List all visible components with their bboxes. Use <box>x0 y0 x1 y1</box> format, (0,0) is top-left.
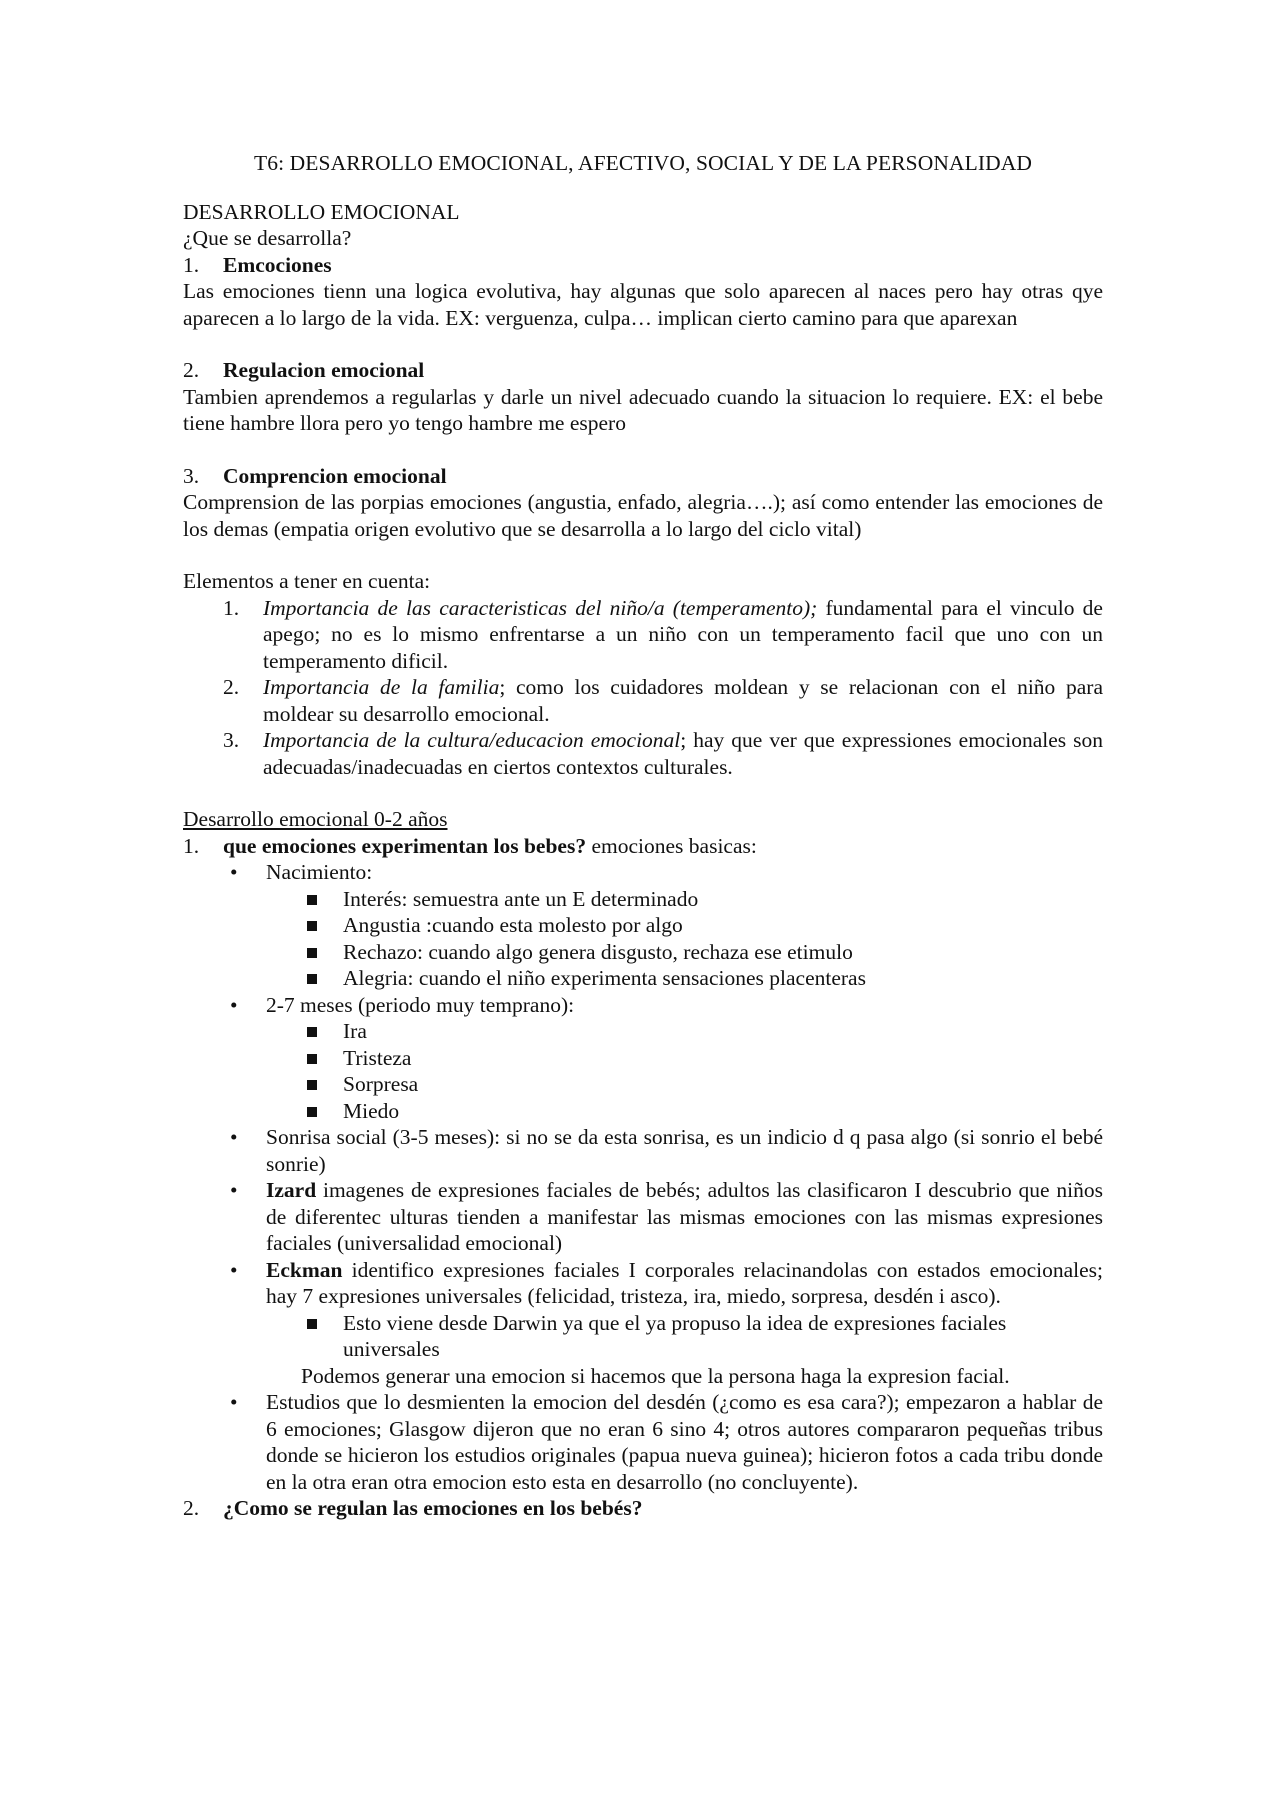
square-bullet-icon <box>307 1107 317 1117</box>
note-podemos: Podemos generar una emocion si hacemos que la persona haga la expresion facial. <box>301 1363 1010 1388</box>
square-bullet-icon <box>307 974 317 984</box>
list-item: Angustia :cuando esta molesto por algo <box>183 912 1103 939</box>
square-bullet-icon <box>307 1027 317 1037</box>
section2-heading: Desarrollo emocional 0-2 años <box>183 807 448 831</box>
bullet-icon: • <box>230 1178 238 1202</box>
bullet-icon: • <box>230 1257 238 1282</box>
bullet-nacimiento: • Nacimiento: <box>230 860 373 884</box>
item-text-comprension: Comprension de las porpias emociones (angustia, enfado, alegria….); así como entender las emociones de los demas (empatia origen evolutivo que se desarrolla a lo largo del ciclo vital) <box>183 490 1103 541</box>
question-2: 2. ¿Como se regulan las emociones en los bebés? <box>183 1496 643 1520</box>
square-bullet-icon <box>307 948 317 958</box>
square-bullet-icon <box>307 1319 317 1329</box>
bullet-icon: • <box>230 1390 238 1414</box>
square-bullet-icon <box>307 895 317 905</box>
elements-heading: Elementos a tener en cuenta: <box>183 569 431 593</box>
section-heading: DESARROLLO EMOCIONAL <box>183 199 460 224</box>
question-1: 1. que emociones experimentan los bebes? emociones basicas: <box>183 833 757 858</box>
section-question: ¿Que se desarrolla? <box>183 226 352 250</box>
item-text-regulacion: Tambien aprendemos a regularlas y darle un nivel adecuado cuando la situacion lo requiere. EX: el bebe tiene hambre llora pero yo tengo hambre me espero <box>183 384 1103 435</box>
document-page <box>183 150 1103 1522</box>
list-item: 1. Importancia de las caracteristicas del niño/a (temperamento); fundamental para el vinculo de apego; no es lo mismo enfrentarse a un niño con un temperamento facil que uno con un temperamento dificil. <box>223 595 1103 673</box>
list-item: Rechazo: cuando algo genera disgusto, rechaza ese etimulo <box>183 939 1103 966</box>
item-text-emociones: Las emociones tienn una logica evolutiva, hay algunas que solo aparecen al naces pero hay otras qye aparecen a lo largo de la vida. EX: verguenza, culpa… implican cierto camino para que aparexan <box>183 279 1103 330</box>
list-item: Tristeza <box>183 1045 1103 1072</box>
list-item: Alegria: cuando el niño experimenta sensaciones placenteras <box>183 965 1103 992</box>
bullet-izard: • Izard imagenes de expresiones faciales de bebés; adultos las clasificaron I descubrio que niños de diferentec ulturas tienden a manifestar las mismas emociones con las mismas expresiones faciales (universalidad emocional) <box>230 1178 1103 1255</box>
item-heading-comprension: 3. Comprencion emocional <box>183 463 447 488</box>
list-item: 2. Importancia de la familia; como los cuidadores moldean y se relacionan con el niño para moldear su desarrollo emocional. <box>223 675 1103 726</box>
list-item: Ira <box>183 1018 1103 1045</box>
bullet-icon: • <box>230 860 238 884</box>
square-bullet-icon <box>307 921 317 931</box>
list-item: 3. Importancia de la cultura/educacion emocional; hay que ver que expressiones emocionales son adecuadas/inadecuadas en ciertos contextos culturales. <box>223 728 1103 779</box>
bullet-estudios: • Estudios que lo desmienten la emocion del desdén (¿como es esa cara?); empezaron a hablar de 6 emociones; Glasgow dijeron que no eran 6 sino 4; otros autores compararon pequeñas tribus donde se hicieron los estudios originales (papua nueva guinea); hicieron fotos a cada tribu donde en la otra eran otra emocion esto esta en desarrollo (no concluyente). <box>230 1390 1103 1494</box>
elements-list <box>183 595 1103 781</box>
bullet-sonrisa: • Sonrisa social (3-5 meses): si no se da esta sonrisa, es un indicio d q pasa algo (si sonrio el bebé sonrie) <box>230 1125 1103 1176</box>
bullet-meses: • 2-7 meses (periodo muy temprano): <box>230 992 575 1017</box>
bullet-eckman: • Eckman identifico expresiones faciales I corporales relacinandolas con estados emocionales; hay 7 expresiones universales (felicidad, tristeza, ira, miedo, sorpresa, desdén i asco). <box>230 1257 1103 1308</box>
list-item: Miedo <box>183 1098 1103 1125</box>
square-bullet-icon <box>307 1080 317 1090</box>
page-title: T6: DESARROLLO EMOCIONAL, AFECTIVO, SOCIAL Y DE LA PERSONALIDAD <box>254 151 1032 175</box>
bullet-icon: • <box>230 1125 238 1149</box>
bullet-icon: • <box>230 992 238 1017</box>
item-heading-emociones: 1. Emcociones <box>183 252 332 277</box>
square-bullet-icon <box>307 1054 317 1064</box>
list-item-darwin: Esto viene desde Darwin ya que el ya propuso la idea de expresiones faciales universales <box>183 1310 1103 1363</box>
list-item: Interés: semuestra ante un E determinado <box>183 886 1103 913</box>
list-item: Sorpresa <box>183 1071 1103 1098</box>
item-heading-regulacion: 2. Regulacion emocional <box>183 358 425 382</box>
